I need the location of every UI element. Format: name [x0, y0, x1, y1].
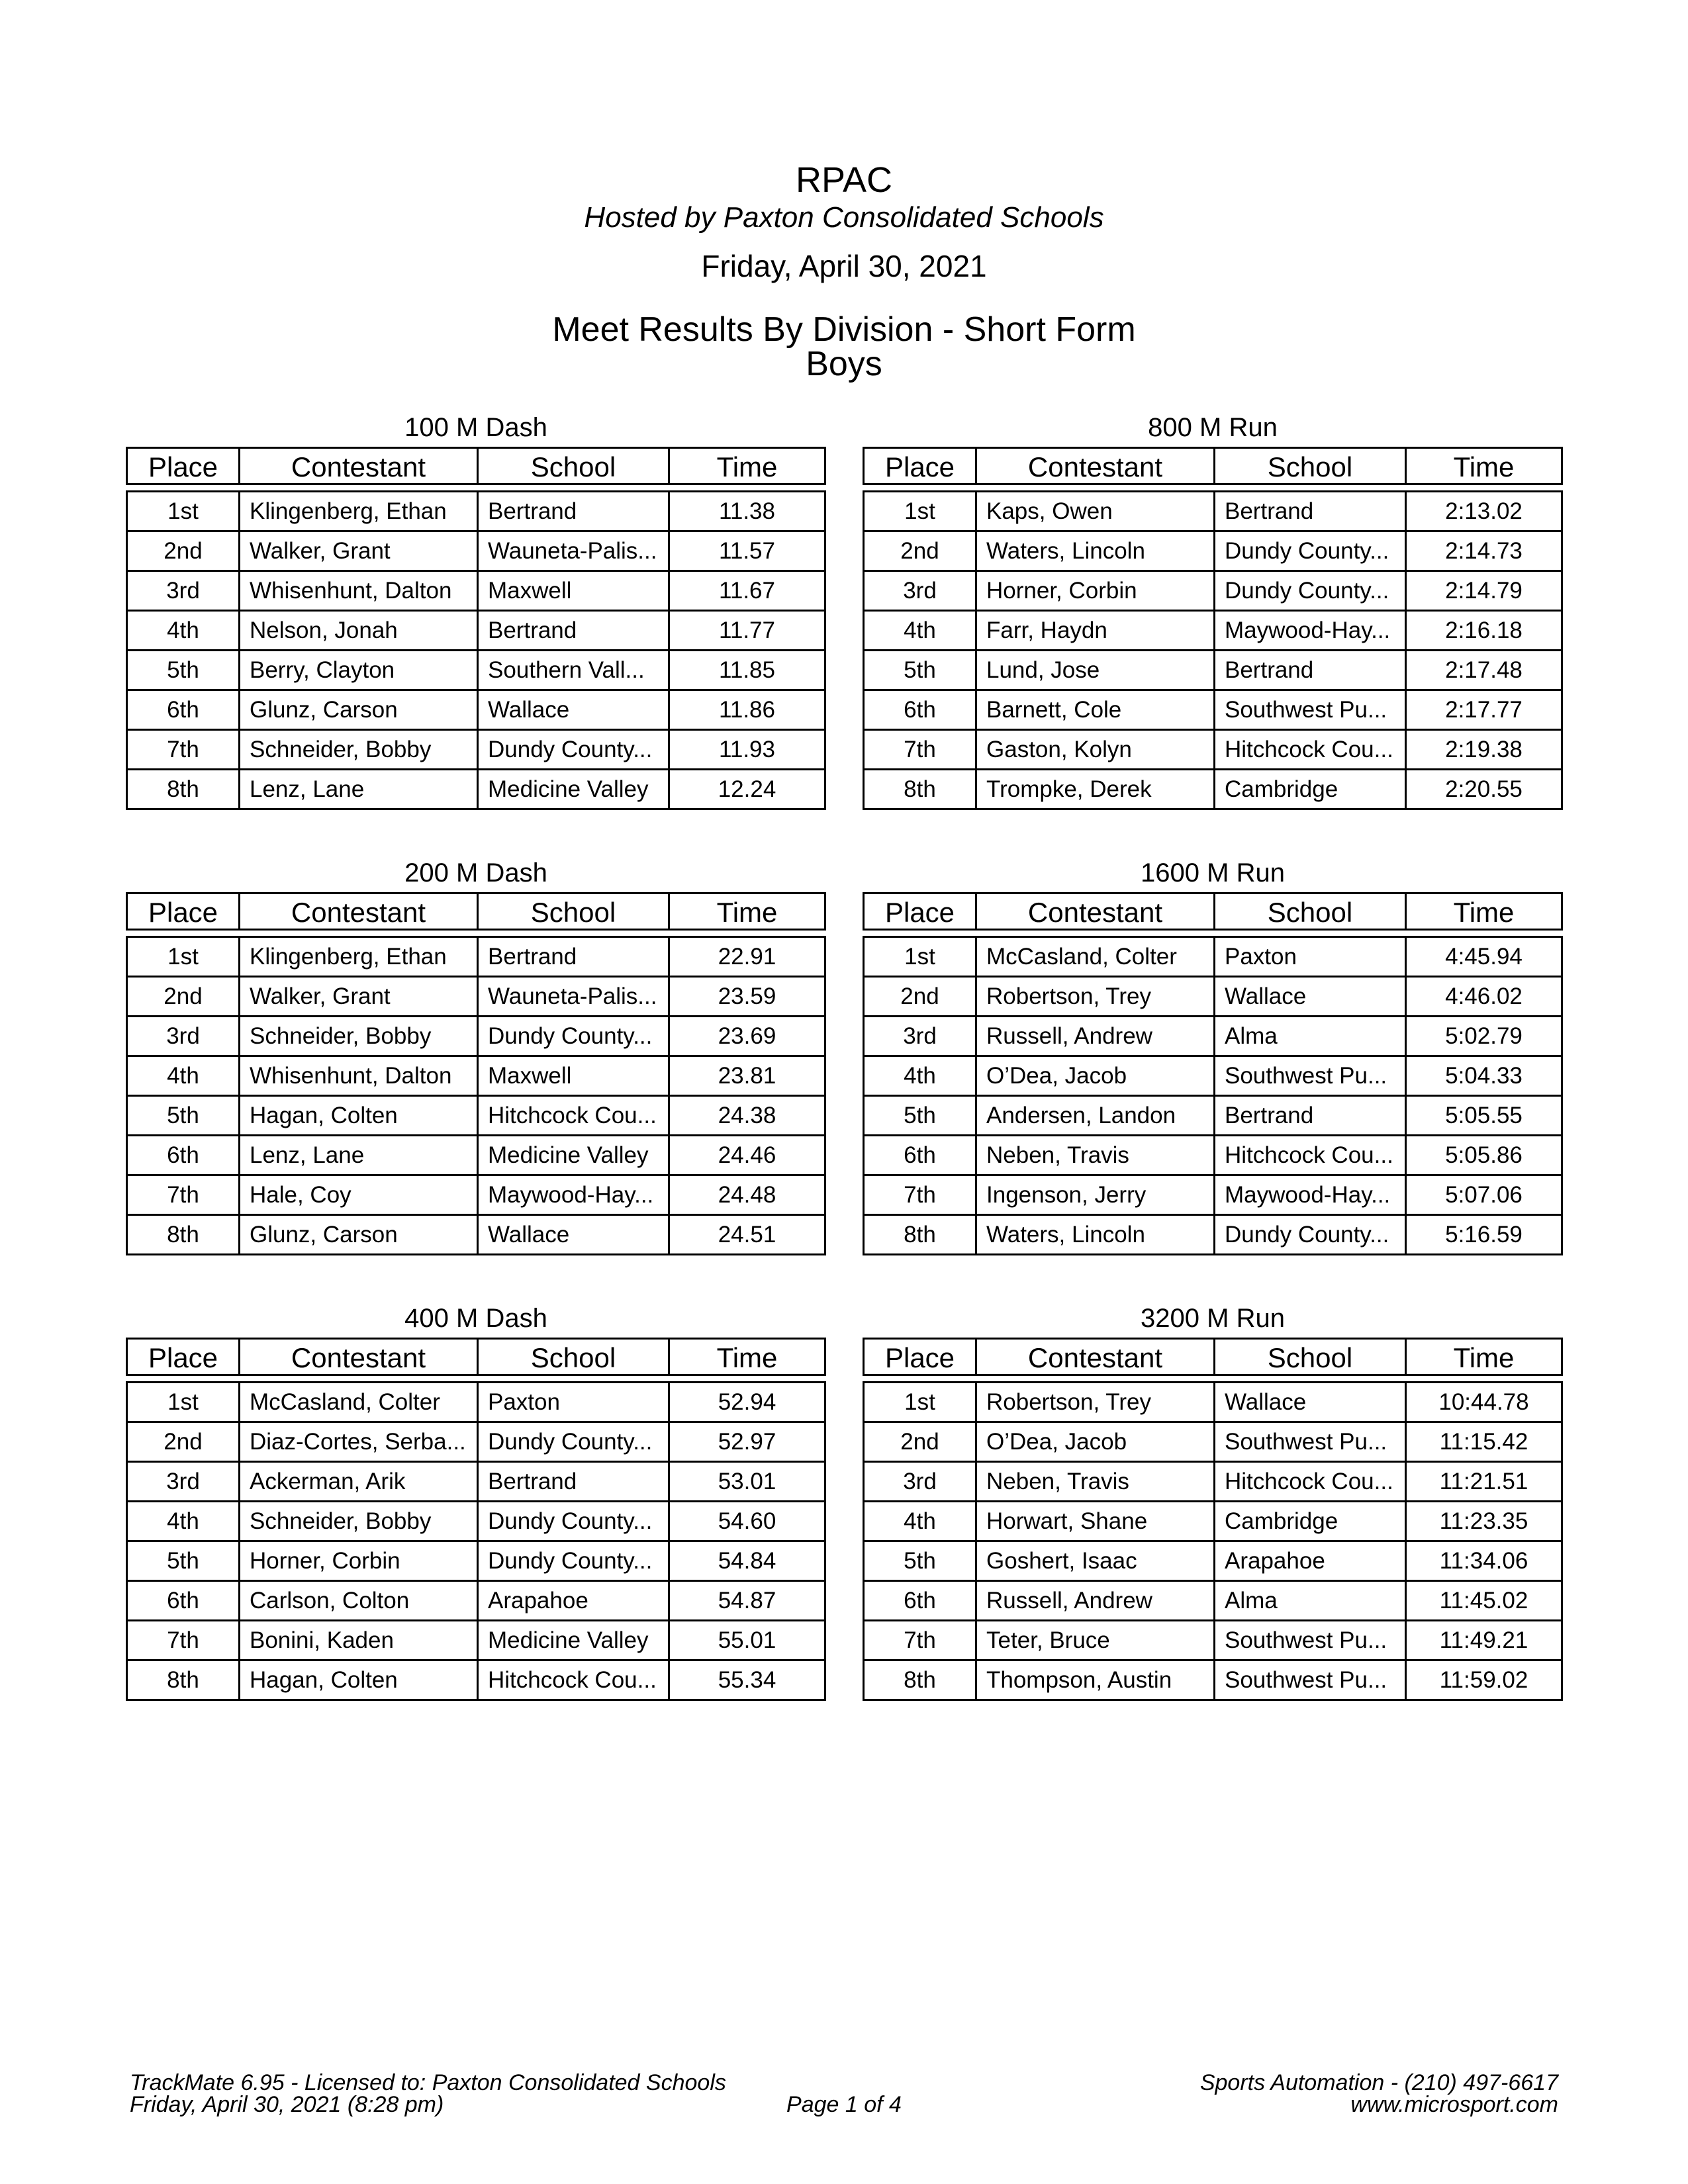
cell-place: 7th — [904, 1627, 936, 1653]
cell-place: 8th — [904, 776, 936, 802]
cell-name: Berry, Clayton — [238, 651, 477, 689]
cell-school: Wallace — [1213, 1383, 1405, 1421]
cell-time: 2:17.77 — [1405, 691, 1561, 729]
table-row — [863, 1214, 1563, 1253]
cell-name: Ingenson, Jerry — [975, 1176, 1213, 1214]
cell-place: 4th — [904, 1508, 936, 1534]
table-row — [863, 1500, 1563, 1540]
report-title: Meet Results By Division - Short Form — [552, 310, 1136, 349]
cell-time: 24.46 — [668, 1136, 824, 1174]
cell-school: Medicine Valley — [477, 1621, 668, 1659]
result-rows — [863, 1381, 1563, 1701]
event-table — [126, 1299, 826, 1701]
header-school: School — [1213, 1340, 1405, 1374]
cell-place: 6th — [904, 1142, 936, 1168]
cell-time: 55.01 — [668, 1621, 824, 1659]
cell-time: 11.77 — [668, 612, 824, 649]
table-header — [863, 892, 1563, 931]
cell-name: O’Dea, Jacob — [975, 1423, 1213, 1461]
cell-school: Bertrand — [477, 492, 668, 530]
table-row — [863, 1461, 1563, 1500]
division-title: Boys — [806, 345, 882, 383]
cell-place: 1st — [167, 1389, 199, 1415]
cell-place: 8th — [167, 776, 199, 802]
cell-place: 5th — [904, 1548, 936, 1574]
cell-time: 11:21.51 — [1405, 1463, 1561, 1500]
cell-time: 5:04.33 — [1405, 1057, 1561, 1095]
cell-name: Robertson, Trey — [975, 978, 1213, 1015]
cell-school: Wauneta-Palis... — [477, 978, 668, 1015]
header-contestant: Contestant — [975, 1340, 1213, 1374]
cell-school: Maywood-Hay... — [1213, 612, 1405, 649]
table-row — [126, 530, 826, 570]
cell-name: Klingenberg, Ethan — [238, 938, 477, 976]
cell-place: 3rd — [903, 1469, 937, 1494]
table-row — [863, 490, 1563, 530]
meet-title: RPAC — [795, 160, 893, 200]
header-place: Place — [884, 451, 955, 482]
cell-place: 2nd — [164, 538, 203, 564]
cell-school: Dundy County... — [1213, 1216, 1405, 1253]
vendor-website: www.microsport.com — [1350, 2092, 1558, 2117]
cell-name: Hale, Coy — [238, 1176, 477, 1214]
cell-school: Dundy County... — [477, 1017, 668, 1055]
cell-school: Maxwell — [477, 572, 668, 610]
table-row — [126, 1095, 826, 1134]
table-row — [863, 1381, 1563, 1421]
cell-place: 2nd — [900, 1429, 939, 1455]
cell-school: Cambridge — [1213, 770, 1405, 808]
cell-place: 2nd — [164, 1429, 203, 1455]
result-rows — [126, 490, 826, 810]
table-row — [863, 1580, 1563, 1619]
table-row — [863, 1134, 1563, 1174]
table-row — [126, 570, 826, 610]
cell-name: Russell, Andrew — [975, 1017, 1213, 1055]
table-row — [863, 1055, 1563, 1095]
result-rows — [863, 490, 1563, 810]
table-row — [126, 1174, 826, 1214]
cell-time: 52.97 — [668, 1423, 824, 1461]
cell-name: Schneider, Bobby — [238, 731, 477, 768]
cell-place: 3rd — [166, 578, 200, 604]
event-title: 200 M Dash — [404, 858, 547, 887]
cell-time: 12.24 — [668, 770, 824, 808]
cell-time: 24.51 — [668, 1216, 824, 1253]
cell-name: Robertson, Trey — [975, 1383, 1213, 1421]
cell-school: Alma — [1213, 1017, 1405, 1055]
cell-school: Dundy County... — [1213, 572, 1405, 610]
table-row — [126, 1500, 826, 1540]
header-time: Time — [1405, 1340, 1561, 1374]
cell-name: Carlson, Colton — [238, 1582, 477, 1619]
cell-time: 23.81 — [668, 1057, 824, 1095]
cell-place: 3rd — [903, 578, 937, 604]
header-place: Place — [148, 1342, 218, 1373]
cell-school: Southwest Pu... — [1213, 691, 1405, 729]
cell-school: Southwest Pu... — [1213, 1661, 1405, 1699]
cell-place: 3rd — [166, 1023, 200, 1049]
cell-name: Neben, Travis — [975, 1136, 1213, 1174]
cell-place: 2nd — [900, 538, 939, 564]
event-table — [126, 408, 826, 810]
cell-place: 5th — [904, 1103, 936, 1128]
table-row — [126, 610, 826, 649]
cell-school: Arapahoe — [1213, 1542, 1405, 1580]
table-row — [863, 729, 1563, 768]
cell-place: 5th — [904, 657, 936, 683]
header-place: Place — [884, 1342, 955, 1373]
cell-time: 11:49.21 — [1405, 1621, 1561, 1659]
cell-school: Paxton — [477, 1383, 668, 1421]
cell-name: McCasland, Colter — [238, 1383, 477, 1421]
cell-time: 52.94 — [668, 1383, 824, 1421]
cell-name: Gaston, Kolyn — [975, 731, 1213, 768]
cell-school: Dundy County... — [477, 1502, 668, 1540]
cell-place: 7th — [167, 1627, 199, 1653]
cell-place: 1st — [167, 498, 199, 524]
event-table — [863, 1299, 1563, 1701]
header-school: School — [1213, 894, 1405, 929]
cell-name: Thompson, Austin — [975, 1661, 1213, 1699]
header-place: Place — [884, 897, 955, 928]
cell-name: Schneider, Bobby — [238, 1502, 477, 1540]
cell-name: Lenz, Lane — [238, 1136, 477, 1174]
cell-school: Wallace — [477, 691, 668, 729]
event-title: 3200 M Run — [1141, 1304, 1285, 1333]
cell-school: Dundy County... — [477, 731, 668, 768]
table-row — [863, 976, 1563, 1015]
table-row — [126, 649, 826, 689]
meet-date: Friday, April 30, 2021 — [701, 249, 987, 283]
cell-school: Southwest Pu... — [1213, 1621, 1405, 1659]
cell-name: Horner, Corbin — [975, 572, 1213, 610]
cell-time: 5:05.55 — [1405, 1097, 1561, 1134]
cell-name: Teter, Bruce — [975, 1621, 1213, 1659]
cell-place: 6th — [167, 1588, 199, 1614]
table-header — [126, 1338, 826, 1376]
cell-name: McCasland, Colter — [975, 938, 1213, 976]
cell-time: 5:02.79 — [1405, 1017, 1561, 1055]
table-header — [863, 447, 1563, 485]
header-contestant: Contestant — [975, 894, 1213, 929]
page-number: Page 1 of 4 — [786, 2092, 902, 2117]
table-row — [863, 1421, 1563, 1461]
cell-place: 1st — [904, 498, 935, 524]
table-row — [863, 936, 1563, 976]
cell-place: 8th — [904, 1222, 936, 1248]
cell-time: 11:15.42 — [1405, 1423, 1561, 1461]
cell-school: Paxton — [1213, 938, 1405, 976]
cell-time: 53.01 — [668, 1463, 824, 1500]
cell-name: Whisenhunt, Dalton — [238, 572, 477, 610]
vendor-text: Sports Automation - (210) 497-6617 — [1199, 2070, 1558, 2095]
cell-school: Medicine Valley — [477, 770, 668, 808]
cell-place: 5th — [167, 657, 199, 683]
cell-school: Dundy County... — [1213, 532, 1405, 570]
cell-name: O’Dea, Jacob — [975, 1057, 1213, 1095]
header-school: School — [477, 449, 668, 483]
table-row — [863, 768, 1563, 808]
cell-time: 5:07.06 — [1405, 1176, 1561, 1214]
event-table — [126, 854, 826, 1255]
table-row — [126, 1015, 826, 1055]
cell-place: 7th — [167, 737, 199, 762]
table-row — [126, 1055, 826, 1095]
cell-name: Russell, Andrew — [975, 1582, 1213, 1619]
table-row — [863, 530, 1563, 570]
cell-place: 6th — [904, 697, 936, 723]
cell-name: Waters, Lincoln — [975, 1216, 1213, 1253]
header-school: School — [477, 894, 668, 929]
cell-time: 23.69 — [668, 1017, 824, 1055]
table-row — [126, 729, 826, 768]
header-contestant: Contestant — [975, 449, 1213, 483]
cell-name: Klingenberg, Ethan — [238, 492, 477, 530]
header-contestant: Contestant — [238, 449, 477, 483]
header-school: School — [1213, 449, 1405, 483]
table-row — [126, 689, 826, 729]
cell-time: 11.57 — [668, 532, 824, 570]
cell-place: 1st — [904, 944, 935, 970]
cell-place: 7th — [167, 1182, 199, 1208]
cell-time: 11.93 — [668, 731, 824, 768]
cell-school: Arapahoe — [477, 1582, 668, 1619]
cell-time: 2:16.18 — [1405, 612, 1561, 649]
cell-place: 5th — [167, 1103, 199, 1128]
header-place: Place — [148, 897, 218, 928]
cell-time: 54.84 — [668, 1542, 824, 1580]
cell-school: Dundy County... — [477, 1542, 668, 1580]
cell-place: 1st — [167, 944, 199, 970]
header-time: Time — [1405, 894, 1561, 929]
table-row — [126, 1134, 826, 1174]
cell-school: Hitchcock Cou... — [477, 1661, 668, 1699]
cell-time: 54.60 — [668, 1502, 824, 1540]
table-row — [126, 1214, 826, 1253]
cell-school: Hitchcock Cou... — [1213, 1136, 1405, 1174]
cell-school: Medicine Valley — [477, 1136, 668, 1174]
cell-school: Southwest Pu... — [1213, 1423, 1405, 1461]
cell-school: Bertrand — [477, 1463, 668, 1500]
table-row — [126, 1659, 826, 1699]
cell-school: Southwest Pu... — [1213, 1057, 1405, 1095]
cell-place: 6th — [167, 1142, 199, 1168]
table-row — [863, 610, 1563, 649]
cell-time: 54.87 — [668, 1582, 824, 1619]
table-row — [863, 1619, 1563, 1659]
event-title: 100 M Dash — [404, 413, 547, 442]
cell-time: 11.86 — [668, 691, 824, 729]
cell-name: Horwart, Shane — [975, 1502, 1213, 1540]
cell-place: 1st — [904, 1389, 935, 1415]
event-title: 1600 M Run — [1141, 858, 1285, 887]
cell-place: 5th — [167, 1548, 199, 1574]
cell-time: 22.91 — [668, 938, 824, 976]
cell-place: 7th — [904, 737, 936, 762]
cell-place: 7th — [904, 1182, 936, 1208]
table-row — [126, 1619, 826, 1659]
table-row — [863, 689, 1563, 729]
table-row — [126, 768, 826, 808]
cell-school: Hitchcock Cou... — [1213, 731, 1405, 768]
cell-school: Wallace — [1213, 978, 1405, 1015]
cell-time: 11.85 — [668, 651, 824, 689]
cell-place: 6th — [904, 1588, 936, 1614]
cell-school: Bertrand — [477, 938, 668, 976]
license-text: TrackMate 6.95 - Licensed to: Paxton Consolidated Schools — [130, 2070, 726, 2095]
cell-place: 2nd — [164, 983, 203, 1009]
event-table — [863, 408, 1563, 810]
event-title: 800 M Run — [1148, 413, 1278, 442]
cell-name: Barnett, Cole — [975, 691, 1213, 729]
table-row — [126, 1421, 826, 1461]
cell-time: 2:14.73 — [1405, 532, 1561, 570]
table-row — [863, 1174, 1563, 1214]
cell-time: 2:20.55 — [1405, 770, 1561, 808]
header-contestant: Contestant — [238, 894, 477, 929]
table-header — [863, 1338, 1563, 1376]
cell-place: 4th — [904, 617, 936, 643]
table-row — [863, 1015, 1563, 1055]
cell-name: Goshert, Isaac — [975, 1542, 1213, 1580]
cell-time: 2:14.79 — [1405, 572, 1561, 610]
header-time: Time — [668, 449, 824, 483]
cell-time: 11:34.06 — [1405, 1542, 1561, 1580]
cell-school: Wallace — [477, 1216, 668, 1253]
cell-name: Hagan, Colten — [238, 1661, 477, 1699]
cell-name: Trompke, Derek — [975, 770, 1213, 808]
cell-name: Waters, Lincoln — [975, 532, 1213, 570]
table-row — [126, 1540, 826, 1580]
result-rows — [126, 936, 826, 1255]
cell-time: 5:05.86 — [1405, 1136, 1561, 1174]
cell-name: Bonini, Kaden — [238, 1621, 477, 1659]
cell-name: Lenz, Lane — [238, 770, 477, 808]
cell-place: 8th — [904, 1667, 936, 1693]
cell-place: 8th — [167, 1667, 199, 1693]
header-school: School — [477, 1340, 668, 1374]
header-time: Time — [1405, 449, 1561, 483]
cell-time: 4:46.02 — [1405, 978, 1561, 1015]
cell-name: Walker, Grant — [238, 978, 477, 1015]
cell-school: Alma — [1213, 1582, 1405, 1619]
cell-place: 4th — [904, 1063, 936, 1089]
cell-name: Horner, Corbin — [238, 1542, 477, 1580]
cell-name: Glunz, Carson — [238, 1216, 477, 1253]
cell-place: 2nd — [900, 983, 939, 1009]
table-row — [126, 1461, 826, 1500]
table-row — [126, 490, 826, 530]
table-row — [863, 1095, 1563, 1134]
cell-place: 6th — [167, 697, 199, 723]
meet-host: Hosted by Paxton Consolidated Schools — [584, 201, 1104, 234]
result-rows — [863, 936, 1563, 1255]
cell-time: 11.67 — [668, 572, 824, 610]
cell-school: Hitchcock Cou... — [1213, 1463, 1405, 1500]
cell-name: Nelson, Jonah — [238, 612, 477, 649]
cell-name: Lund, Jose — [975, 651, 1213, 689]
cell-time: 4:45.94 — [1405, 938, 1561, 976]
table-header — [126, 892, 826, 931]
header-place: Place — [148, 451, 218, 482]
cell-time: 2:13.02 — [1405, 492, 1561, 530]
table-row — [863, 1540, 1563, 1580]
cell-school: Dundy County... — [477, 1423, 668, 1461]
cell-name: Schneider, Bobby — [238, 1017, 477, 1055]
cell-place: 4th — [167, 1508, 199, 1534]
cell-time: 11:59.02 — [1405, 1661, 1561, 1699]
cell-name: Hagan, Colten — [238, 1097, 477, 1134]
cell-school: Maxwell — [477, 1057, 668, 1095]
cell-place: 3rd — [166, 1469, 200, 1494]
header-time: Time — [668, 894, 824, 929]
cell-school: Bertrand — [1213, 492, 1405, 530]
cell-time: 23.59 — [668, 978, 824, 1015]
cell-name: Walker, Grant — [238, 532, 477, 570]
header-time: Time — [668, 1340, 824, 1374]
cell-time: 24.38 — [668, 1097, 824, 1134]
result-rows — [126, 1381, 826, 1701]
cell-school: Bertrand — [1213, 1097, 1405, 1134]
event-title: 400 M Dash — [404, 1304, 547, 1333]
table-row — [863, 1659, 1563, 1699]
table-header — [126, 447, 826, 485]
cell-place: 4th — [167, 617, 199, 643]
cell-time: 2:17.48 — [1405, 651, 1561, 689]
cell-place: 8th — [167, 1222, 199, 1248]
cell-name: Ackerman, Arik — [238, 1463, 477, 1500]
cell-time: 5:16.59 — [1405, 1216, 1561, 1253]
cell-name: Diaz-Cortes, Serba... — [238, 1423, 477, 1461]
table-row — [863, 649, 1563, 689]
cell-name: Andersen, Landon — [975, 1097, 1213, 1134]
cell-time: 11.38 — [668, 492, 824, 530]
table-row — [126, 936, 826, 976]
cell-school: Wauneta-Palis... — [477, 532, 668, 570]
table-row — [126, 1580, 826, 1619]
cell-school: Hitchcock Cou... — [477, 1097, 668, 1134]
event-table — [863, 854, 1563, 1255]
cell-place: 3rd — [903, 1023, 937, 1049]
cell-time: 55.34 — [668, 1661, 824, 1699]
cell-school: Southern Vall... — [477, 651, 668, 689]
footer-vendor — [1200, 2072, 1558, 2116]
cell-school: Bertrand — [477, 612, 668, 649]
cell-school: Maywood-Hay... — [1213, 1176, 1405, 1214]
cell-time: 24.48 — [668, 1176, 824, 1214]
cell-time: 11:45.02 — [1405, 1582, 1561, 1619]
cell-time: 11:23.35 — [1405, 1502, 1561, 1540]
table-row — [126, 976, 826, 1015]
cell-name: Whisenhunt, Dalton — [238, 1057, 477, 1095]
header-contestant: Contestant — [238, 1340, 477, 1374]
cell-school: Cambridge — [1213, 1502, 1405, 1540]
cell-school: Bertrand — [1213, 651, 1405, 689]
table-row — [863, 570, 1563, 610]
cell-name: Neben, Travis — [975, 1463, 1213, 1500]
cell-time: 10:44.78 — [1405, 1383, 1561, 1421]
cell-time: 2:19.38 — [1405, 731, 1561, 768]
cell-name: Kaps, Owen — [975, 492, 1213, 530]
printed-date: Friday, April 30, 2021 (8:28 pm) — [130, 2092, 444, 2117]
cell-school: Maywood-Hay... — [477, 1176, 668, 1214]
cell-name: Glunz, Carson — [238, 691, 477, 729]
cell-place: 4th — [167, 1063, 199, 1089]
cell-name: Farr, Haydn — [975, 612, 1213, 649]
table-row — [126, 1381, 826, 1421]
